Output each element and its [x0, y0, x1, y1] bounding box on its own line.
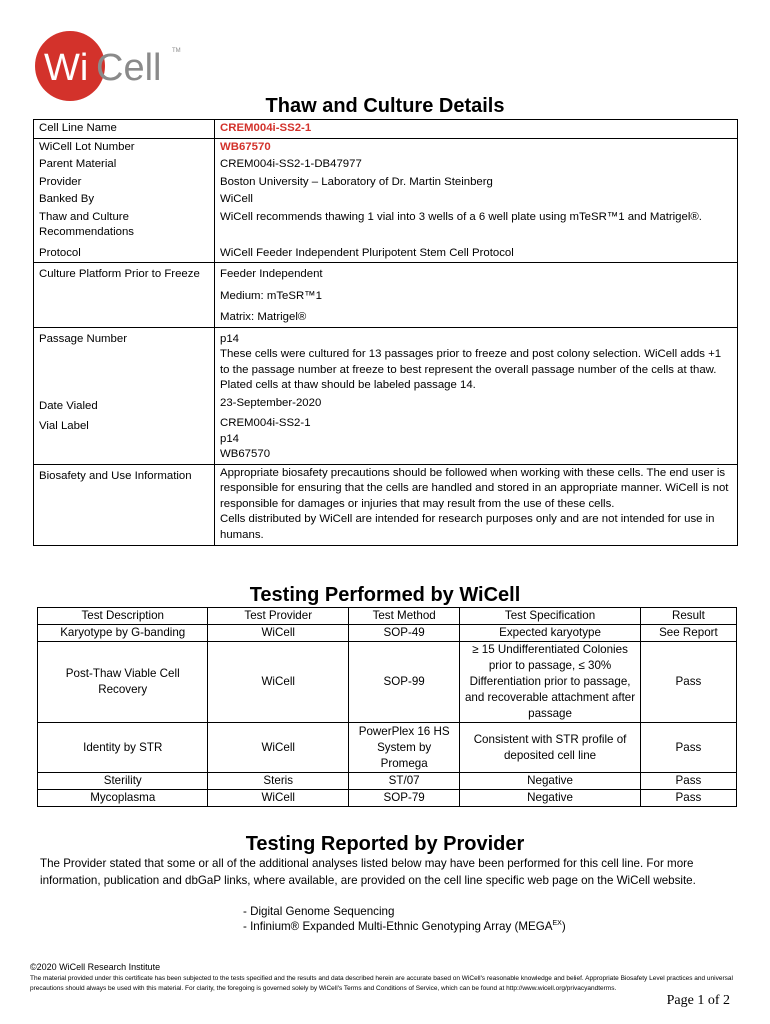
section-title-thaw: Thaw and Culture Details	[265, 95, 505, 117]
provider-intro: The Provider stated that some or all of the additional analyses listed below may have been performed for this cell line. For more information, publication and dbGaP links, where available, are provided on the cell line specific web page on the WiCell website.	[40, 857, 696, 887]
table-row: Sterility Steris ST/07 Negative Pass	[38, 773, 737, 790]
wicell-logo	[34, 30, 184, 102]
disclaimer: The material provided under this certificate has been subjected to the tests specified and the results and data described herein are accurate based on WiCell's reasonable knowledge and belief. Appropriate Biosafety Level practices and universal precautions should always be used with this material. For clarity, the foregoing is governed solely by WiCell's Terms and Conditions of Service, which can be found at http://www.wicell.org/privacyandterms.	[30, 975, 733, 992]
list-item: - Digital Genome Sequencing	[243, 905, 395, 918]
thaw-culture-table: Cell Line Name CREM004i-SS2-1 WiCell Lot Number WB67570 Parent Material CREM004i-SS2-1-DB47977 Provider Boston University – Laboratory of Dr. Martin Steinberg Banked By WiCell Thaw and Culture Recommendations WiCell recommends thawing 1 vial into 3 wells of a 6 well plate using mTeSR™1 and Matrigel®. Protocol WiCell Feeder Independent Pluripotent Stem Cell Protocol Culture Platform Prior to Freeze Feeder Independent Medium: mTeSR™1 Matrix: Matrigel® Passage Number p14 These cells were cultured for 13 passages prior to freeze and post colony selection. WiCell adds +1 to the passage number at freeze to best represent the overall passage number of the cells at thaw. Plated cells at thaw should be labeled passage 14. Date Vialed 23-September-2020 Vial Label CREM004i-SS2-1 p14 WB67570 Biosafety and Use Information Appropriate biosafety precautions should be followed when working with these cells. The end user is responsible for ensuring that the cells are handled and stored in an appropriate manner. WiCell is not responsible for damages or injuries that may result from the use of these cells. Cells distributed by WiCell are intended for research purposes only and are not intended for use in humans.	[33, 119, 738, 546]
table-row: Karyotype by G-banding WiCell SOP-49 Expected karyotype See Report	[38, 625, 737, 642]
page-number: Page 1 of 2	[666, 993, 730, 1008]
table-row: Post-Thaw Viable Cell Recovery WiCell SOP-99 ≥ 15 Undifferentiated Colonies prior to passage, ≤ 30% Differentiation prior to passage, and recoverable attachment after passage Pass	[38, 642, 737, 723]
copyright: ©2020 WiCell Research Institute	[30, 962, 161, 972]
table-row: Identity by STR WiCell PowerPlex 16 HS System by Promega Consistent with STR profile of deposited cell line Pass	[38, 723, 737, 773]
section-title-testing-reported: Testing Reported by Provider	[245, 833, 525, 855]
svg-text:TM: TM	[172, 48, 181, 54]
svg-text:Cell: Cell	[96, 47, 162, 89]
section-title-testing-performed: Testing Performed by WiCell	[249, 584, 521, 606]
list-item: - Infinium® Expanded Multi-Ethnic Genotyping Array $(MEGA^{EX})$	[243, 920, 566, 933]
testing-table: Test Description Test Provider Test Method Test Specification Result Karyotype by G-banding WiCell SOP-49 Expected karyotype See Report Post-Thaw Viable Cell Recovery WiCell SOP-99 ≥ 15 Undifferentiated Colonies prior to passage, ≤ 30% Differentiation prior to passage, and recoverable attachment after passage Pass Identity by STR WiCell PowerPlex 16 HS System by Promega Consistent with STR profile of deposited cell line Pass Sterility Steris ST/07 Negative Pass Mycoplasma WiCell SOP-79 Negative Pass	[37, 607, 737, 807]
table-row: Mycoplasma WiCell SOP-79 Negative Pass	[38, 790, 737, 807]
svg-text:Wi: Wi	[44, 47, 89, 89]
